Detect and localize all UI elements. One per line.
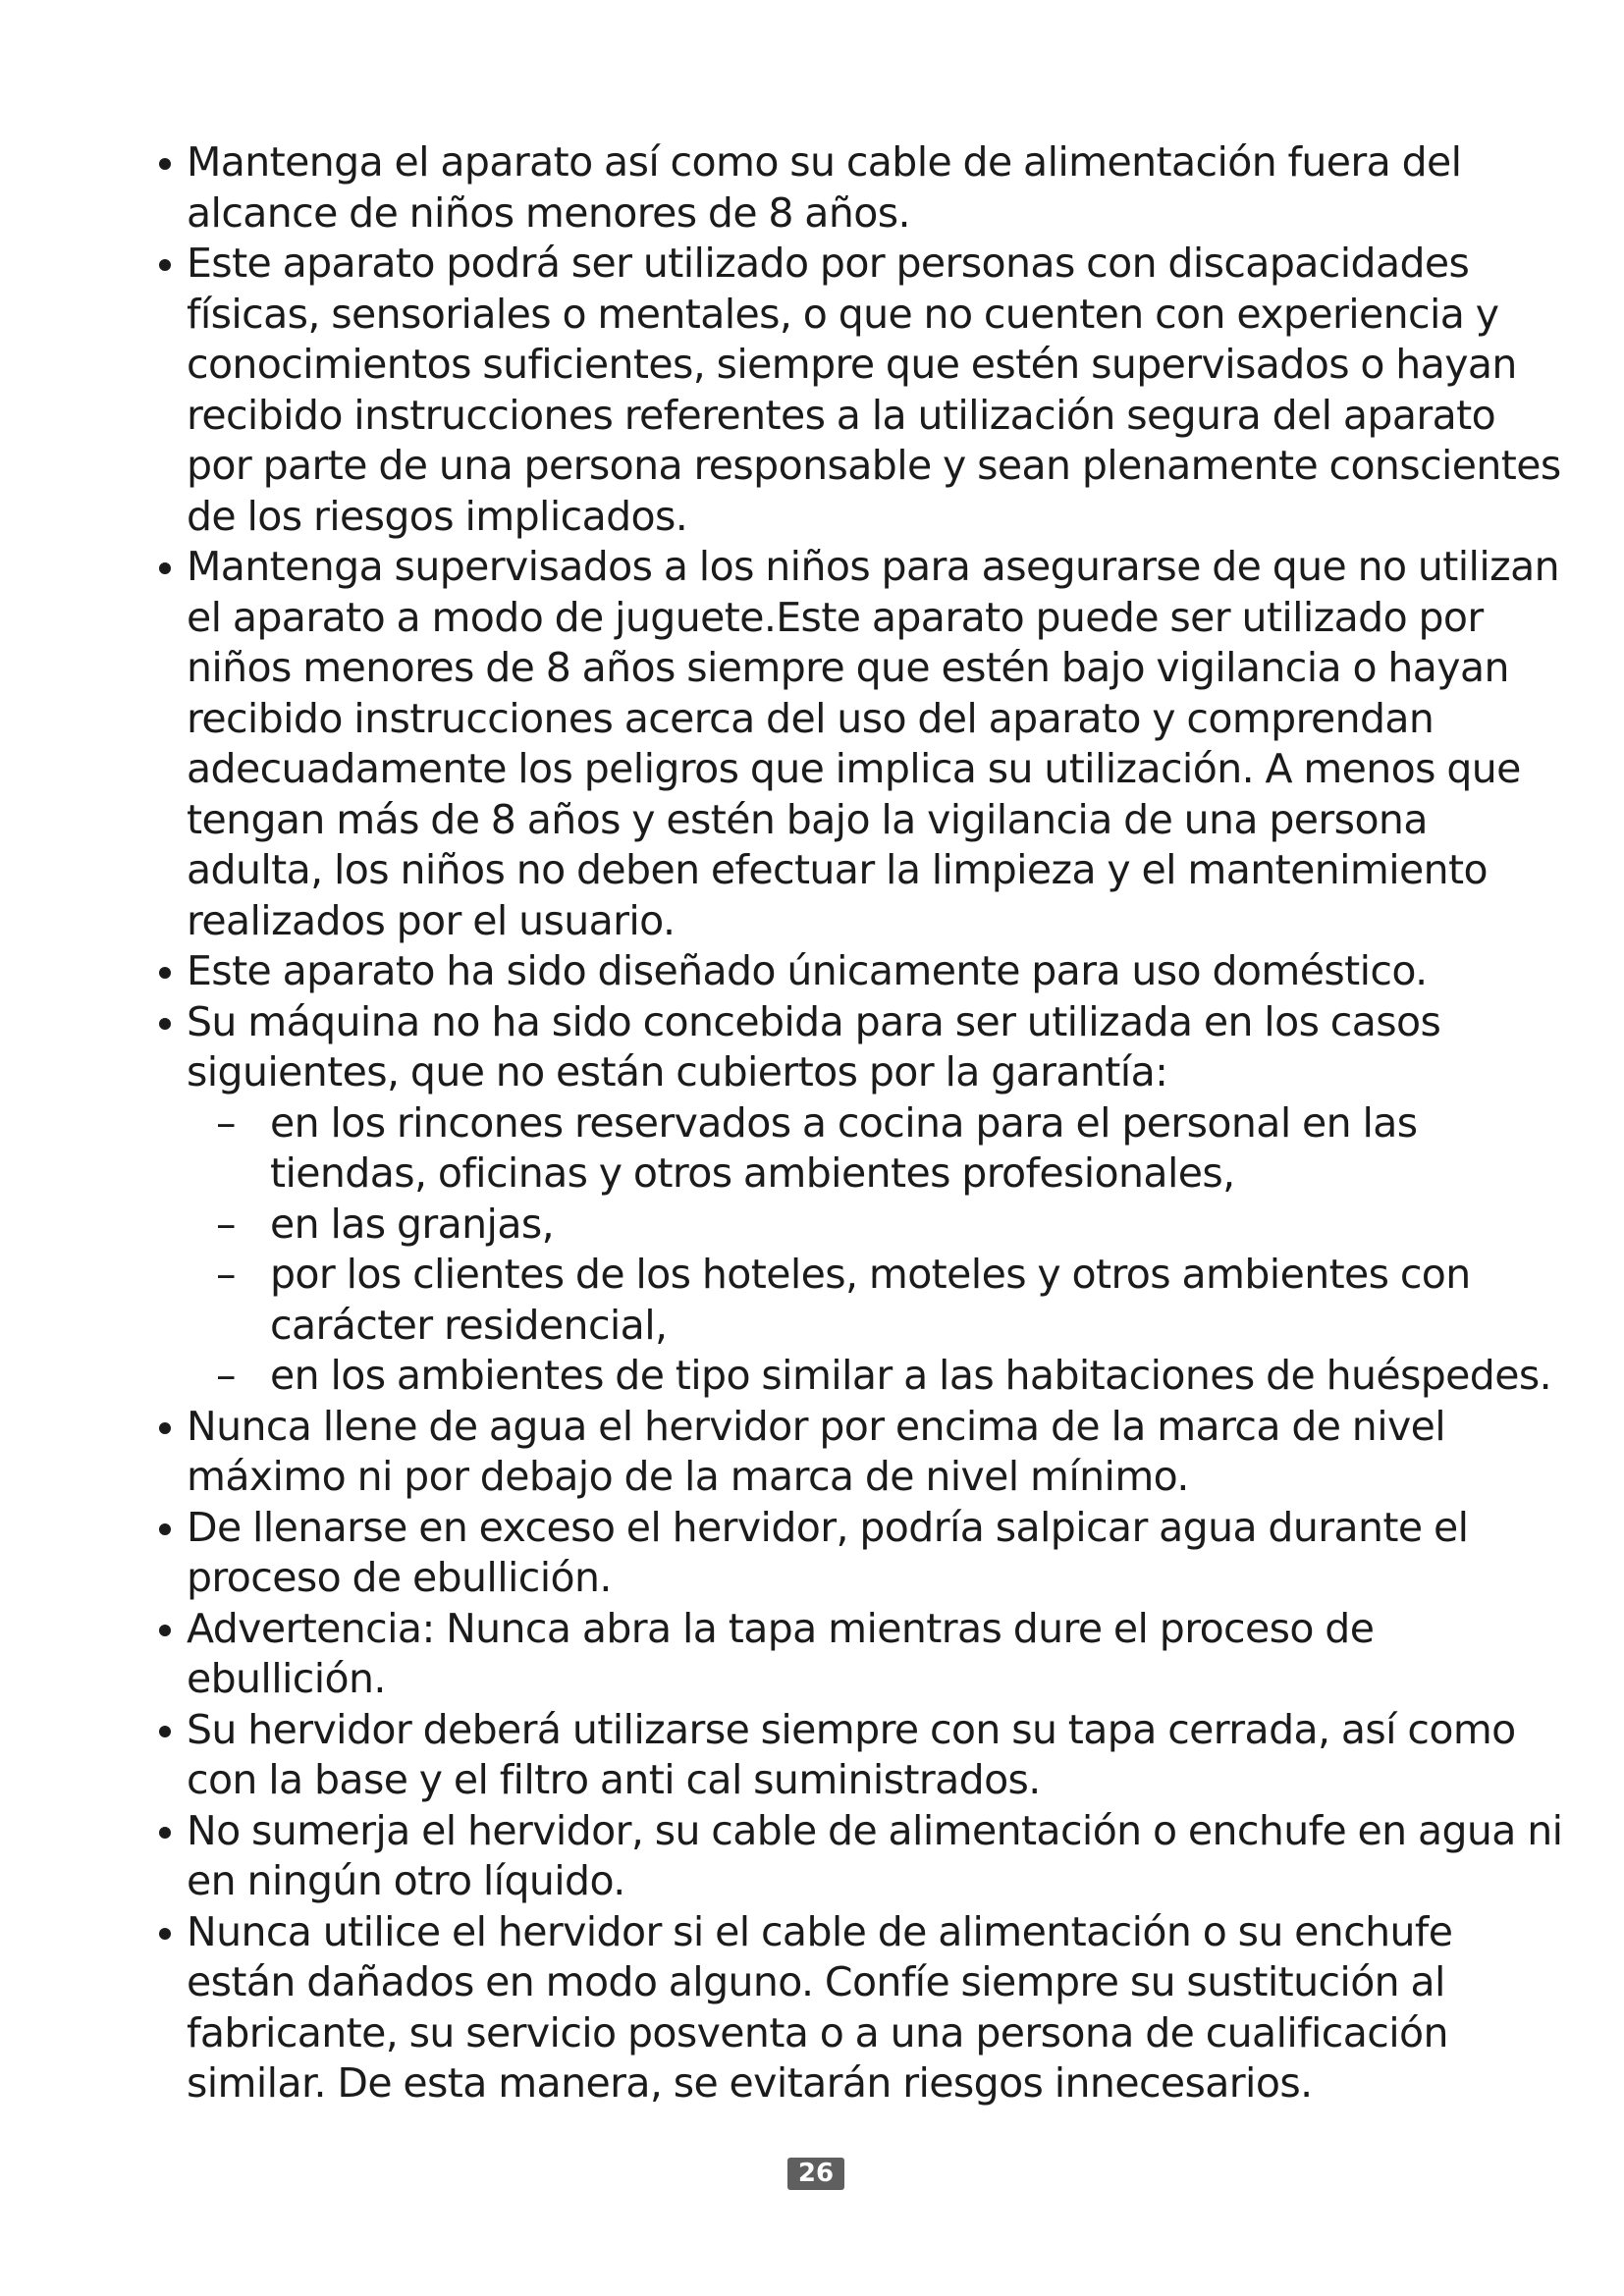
list-item bbox=[152, 1806, 1566, 1907]
list-item bbox=[152, 946, 1566, 997]
list-item-text: Este aparato ha sido diseñado únicamente para uso doméstico. bbox=[187, 947, 1428, 994]
list-item-text: Su máquina no ha sido concebida para ser utilizada en los casos siguientes, que no están cubiertos por la garantía: bbox=[187, 997, 1441, 1095]
bullet-icon bbox=[159, 1827, 171, 1839]
dash-marker: – bbox=[216, 1251, 236, 1298]
bullet-icon bbox=[159, 158, 171, 170]
list-item bbox=[152, 997, 1566, 1402]
sublist-item bbox=[187, 1351, 1566, 1402]
sublist-item-text: por los clientes de los hoteles, moteles y otros ambientes con carácter residencial, bbox=[270, 1251, 1471, 1349]
dash-marker: – bbox=[216, 1352, 236, 1399]
list-item-text: Este aparato podrá ser utilizado por personas con discapacidades físicas, sensoriales o mentales, o que no cuenten con experiencia y conocimientos suficientes, siempre que estén supervisados o hayan recibido instrucciones referentes a la utilización segura del aparato por parte de una persona responsable y sean plenamente conscientes de los riesgos implicados. bbox=[187, 240, 1561, 540]
bullet-icon bbox=[159, 259, 171, 271]
page-content bbox=[152, 137, 1566, 2109]
list-item bbox=[152, 239, 1566, 542]
list-item bbox=[152, 1402, 1566, 1503]
sublist-item-text: en las granjas, bbox=[270, 1200, 555, 1248]
bullet-icon bbox=[159, 1523, 171, 1535]
list-item bbox=[152, 1907, 1566, 2109]
bullet-icon bbox=[159, 1018, 171, 1030]
list-item bbox=[152, 137, 1566, 239]
list-item-text: Nunca utilice el hervidor si el cable de alimentación o su enchufe están dañados en modo alguno. Confíe siempre su sustitución al fabricante, su servicio posventa o a una persona de cualificación similar. De esta manera, se evitarán riesgos innecesarios. bbox=[187, 1907, 1453, 2107]
bullet-icon bbox=[159, 1625, 171, 1636]
dash-marker: – bbox=[216, 1098, 236, 1147]
sublist-item-text: en los ambientes de tipo similar a las habitaciones de huéspedes. bbox=[270, 1352, 1552, 1399]
list-item-text: De llenarse en exceso el hervidor, podría salpicar agua durante el proceso de ebullición. bbox=[187, 1503, 1469, 1601]
bullet-icon bbox=[159, 967, 171, 979]
bullet-icon bbox=[159, 1928, 171, 1940]
bullet-icon bbox=[159, 562, 171, 574]
bullet-icon bbox=[159, 1726, 171, 1737]
sublist-item bbox=[187, 1098, 1566, 1200]
sublist-item bbox=[187, 1250, 1566, 1351]
list-item bbox=[152, 1604, 1566, 1705]
list-item-text: Mantenga el aparato así como su cable de alimentación fuera del alcance de niños menores de 8 años. bbox=[187, 138, 1462, 237]
list-item-text: Advertencia: Nunca abra la tapa mientras dure el proceso de ebullición. bbox=[187, 1604, 1375, 1702]
list-item-text: No sumerja el hervidor, su cable de alimentación o enchufe en agua ni en ningún otro líquido. bbox=[187, 1806, 1563, 1904]
list-item bbox=[152, 542, 1566, 946]
page-number: 26 bbox=[787, 2158, 844, 2190]
sublist-item-text: en los rincones reservados a cocina para el personal en las tiendas, oficinas y otros ambientes profesionales, bbox=[270, 1098, 1418, 1197]
list-item-text: Su hervidor deberá utilizarse siempre con su tapa cerrada, así como con la base y el filtro anti cal suministrados. bbox=[187, 1705, 1516, 1803]
sublist-item bbox=[187, 1200, 1566, 1251]
exclusions-sublist bbox=[187, 1098, 1566, 1402]
dash-marker: – bbox=[216, 1200, 236, 1248]
list-item bbox=[152, 1503, 1566, 1604]
safety-instructions-list bbox=[152, 137, 1566, 2109]
bullet-icon bbox=[159, 1422, 171, 1434]
list-item bbox=[152, 1705, 1566, 1806]
list-item-text: Mantenga supervisados a los niños para asegurarse de que no utilizan el aparato a modo de juguete.Este aparato puede ser utilizado por niños menores de 8 años siempre que estén bajo vigilancia o hayan recibido instrucciones acerca del uso del aparato y comprendan adecuadamente los peligros que implica su utilización. A menos que tengan más de 8 años y estén bajo la vigilancia de una persona adulta, los niños no deben efectuar la limpieza y el mantenimiento realizados por el usuario. bbox=[187, 543, 1559, 944]
list-item-text: Nunca llene de agua el hervidor por encima de la marca de nivel máximo ni por debajo de la marca de nivel mínimo. bbox=[187, 1402, 1446, 1500]
